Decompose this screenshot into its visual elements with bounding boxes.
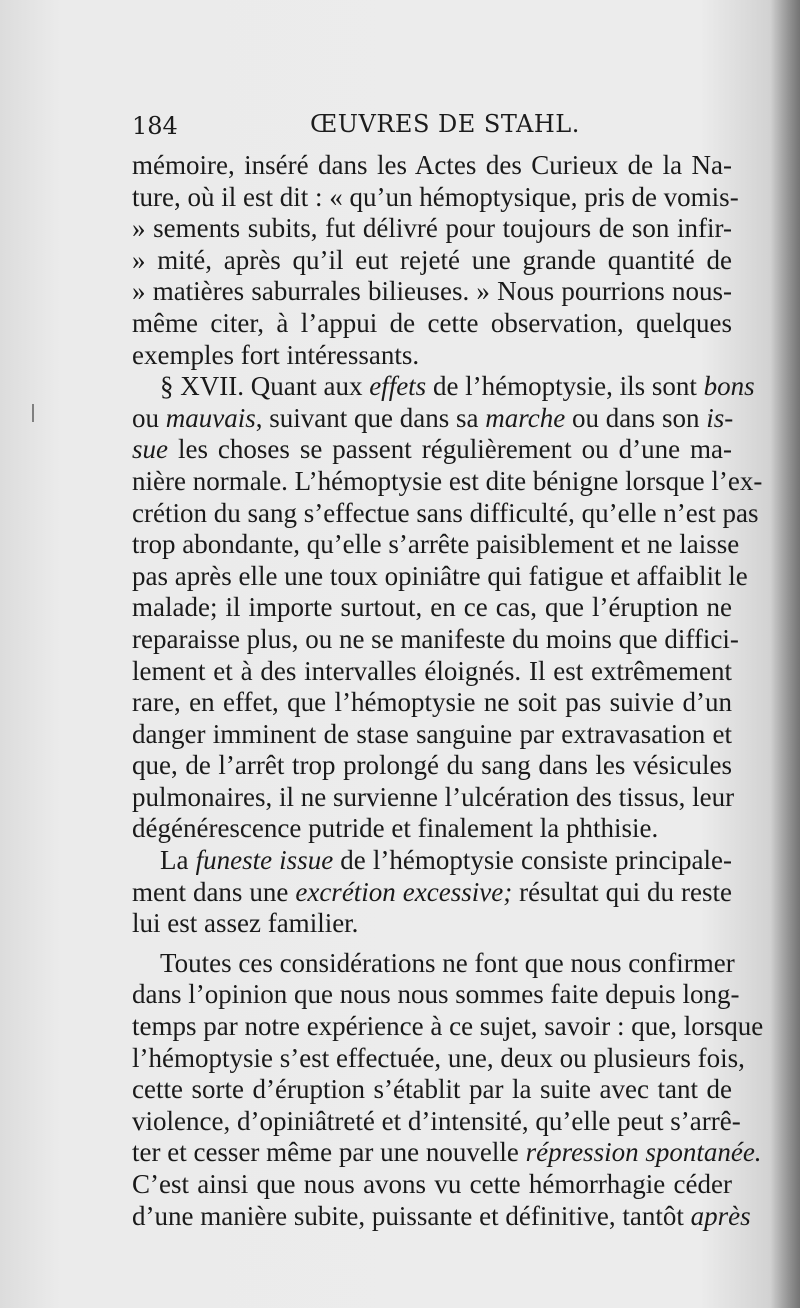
- page-header: [132, 108, 730, 148]
- paragraph-1: [132, 150, 739, 371]
- text-line: cette sorte d’éruption s’établit par la suite avec tant de: [132, 1074, 732, 1105]
- italic-term: bons: [703, 371, 755, 402]
- text-line: » mité, après qu’il eut rejeté une grande quantité de: [132, 244, 732, 275]
- paragraph-2: [132, 371, 763, 845]
- paragraph-3: [132, 845, 732, 940]
- text-line: exemples fort intéressants.: [132, 339, 420, 370]
- italic-term: excrétion excessive;: [295, 876, 513, 907]
- text-line: malade; il importe surtout, en ce cas, que l’éruption ne: [132, 592, 732, 623]
- italic-term: après: [690, 1200, 751, 1231]
- italic-term: effets: [369, 371, 427, 402]
- text-line: violence, d’opiniâtreté et d’intensité, qu’elle peut s’arrê-: [132, 1105, 741, 1136]
- text-run: ou dans son: [565, 402, 707, 433]
- text-run: ter et cesser même par une nouvelle: [132, 1137, 526, 1168]
- text-line: danger imminent de stase sanguine par extravasation et: [132, 718, 732, 749]
- italic-term: is-: [706, 402, 734, 433]
- text-line: trop abondante, qu’elle s’arrête paisiblement et ne laisse: [132, 529, 740, 560]
- text-line: crétion du sang s’effectue sans difficulté, qu’elle n’est pas: [132, 497, 759, 528]
- text-line: nière normale. L’hémoptysie est dite bénigne lorsque l’ex-: [132, 465, 763, 496]
- text-line: lui est assez familier.: [132, 908, 359, 939]
- italic-term: marche: [485, 402, 566, 433]
- italic-term: répression spontanée.: [525, 1137, 762, 1168]
- text-run: , suivant que dans sa: [255, 402, 486, 433]
- italic-term: sue: [132, 434, 168, 465]
- text-line: rare, en effet, que l’hémoptysie ne soit pas suivie d’un: [132, 687, 732, 718]
- italic-term: funeste issue: [195, 845, 334, 876]
- text-run: ment dans une: [132, 876, 296, 907]
- paragraph-4: [132, 947, 764, 1232]
- text-line: [132, 1200, 751, 1233]
- text-line: [132, 403, 732, 435]
- body-text: [132, 150, 764, 1232]
- running-title: ŒUVRES DE STAHL.: [310, 110, 580, 138]
- text-line: [132, 845, 732, 877]
- text-line: reparaisse plus, ou ne se manifeste du moins que diffici-: [132, 623, 739, 654]
- text-line: [132, 434, 732, 466]
- text-line: l’hémoptysie s’est effectuée, une, deux ou plusieurs fois,: [132, 1042, 745, 1073]
- binding-shadow: [770, 0, 800, 1308]
- text-line: » sements subits, fut délivré pour toujours de son infir-: [132, 213, 732, 244]
- text-line: mémoire, inséré dans les Actes des Curieux de la Na-: [132, 150, 732, 180]
- text-line: dégénérescence putride et finalement la phthisie.: [132, 813, 659, 844]
- text-run: § XVII. Quant aux: [160, 371, 370, 402]
- text-line: même citer, à l’appui de cette observation, quelques: [132, 307, 732, 338]
- text-line: [132, 371, 755, 403]
- text-line: [132, 1137, 762, 1169]
- text-line: temps par notre expérience à ce sujet, savoir : que, lorsque: [132, 1011, 764, 1042]
- margin-mark: [32, 404, 34, 422]
- text-run: d’une manière subite, puissante et définitive, tantôt: [132, 1200, 691, 1231]
- text-run: les choses se passent régulièrement ou d’une ma-: [168, 434, 732, 465]
- paragraph-gap: [132, 940, 732, 948]
- text-run: ou: [132, 402, 166, 433]
- text-line: Toutes ces considérations ne font que nous confirmer: [160, 947, 735, 978]
- text-line: lement et à des intervalles éloignés. Il est extrêmement: [132, 655, 732, 686]
- text-line: dans l’opinion que nous nous sommes faite depuis long-: [132, 979, 740, 1010]
- text-run: de l’hémoptysie consiste principale-: [333, 845, 732, 876]
- text-line: pulmonaires, il ne survienne l’ulcération des tissus, leur: [132, 781, 735, 812]
- text-run: La: [160, 845, 196, 876]
- text-line: que, de l’arrêt trop prolongé du sang dans les vésicules: [132, 750, 732, 781]
- text-run: de l’hémoptysie, ils sont: [426, 371, 704, 402]
- italic-term: mauvais: [165, 402, 256, 433]
- text-run: résultat qui du reste: [512, 876, 732, 907]
- text-line: [132, 877, 732, 909]
- text-line: ture, où il est dit : « qu’un hémoptysique, pris de vomis-: [132, 181, 739, 212]
- text-line: C’est ainsi que nous avons vu cette hémorrhagie céder: [132, 1169, 732, 1199]
- text-line: » matières saburrales bilieuses. » Nous pourrions nous-: [132, 276, 732, 307]
- text-line: pas après elle une toux opiniâtre qui fatigue et affaiblit le: [132, 560, 748, 591]
- page-number: 184: [132, 112, 178, 140]
